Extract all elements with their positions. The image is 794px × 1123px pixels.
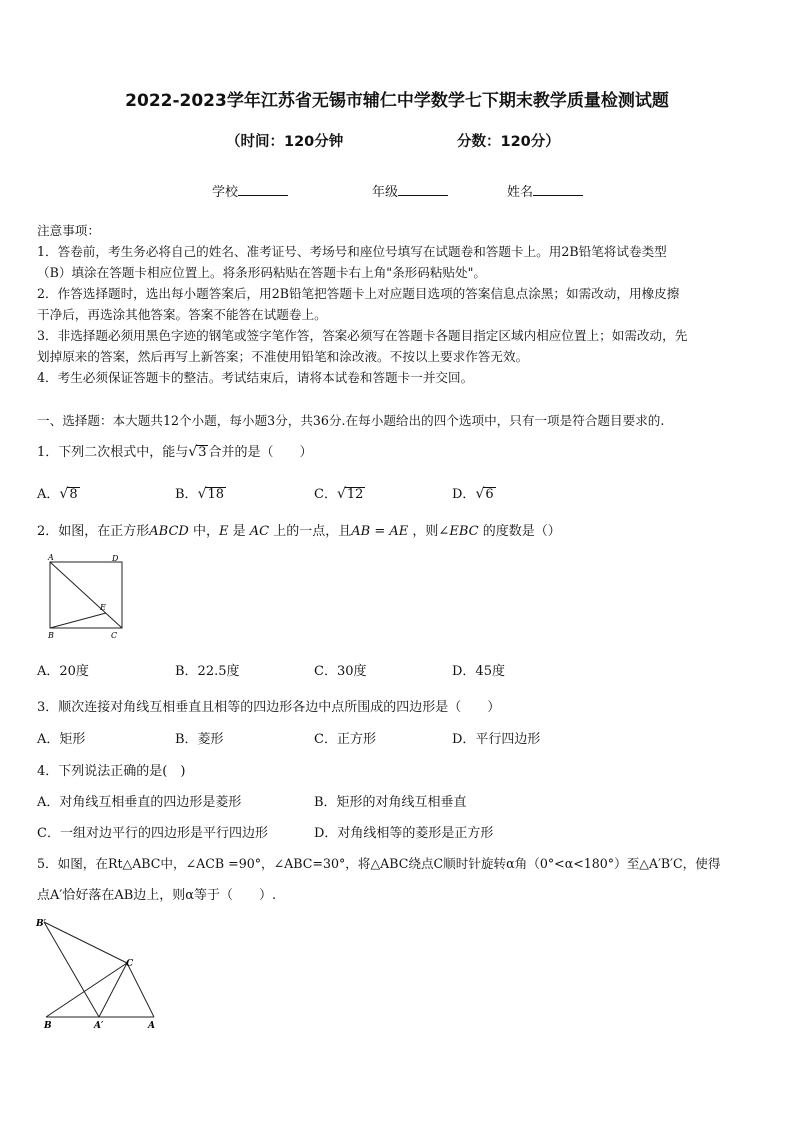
segment-c-a (127, 963, 154, 1017)
name-blank (533, 183, 583, 196)
page-title: 2022-2023学年江苏省无锡市辅仁中学数学七下期末教学质量检测试题 (125, 91, 669, 111)
q3-option-d[interactable]: D．平行四边形 (452, 732, 541, 747)
option-radicand: 18 (207, 487, 225, 502)
label-a: A (148, 1021, 155, 1031)
q2-text: ，则∠ (412, 524, 450, 539)
triangle-figure (30, 910, 170, 1035)
q1-text-a: 1．下列二次根式中，能与 (37, 445, 189, 460)
label-bprime: B′ (36, 919, 46, 929)
q2-math: ABCD (149, 524, 189, 539)
option-radicand: 8 (69, 487, 78, 502)
q2-math: AB = AE (351, 524, 409, 539)
q1-radicand: 3 (198, 445, 207, 460)
q1-option-d[interactable] (452, 483, 496, 502)
notice-line: 2．作答选择题时，选出每小题答案后，用2B铅笔把答题卡上对应题目选项的答案信息点涂黑；如需改动，用橡皮擦 (37, 286, 680, 301)
q4-option-a[interactable]: A．对角线互相垂直的四边形是菱形 (37, 795, 242, 810)
question-5-line2: 点A′恰好落在AB边上，则α等于（ ）. (37, 888, 277, 903)
segment-bprime-c (44, 922, 127, 963)
notice-line: 1．答卷前，考生务必将自己的姓名、准考证号、考场号和座位号填写在试题卷和答题卡上。用2B铅笔将试卷类型 (37, 244, 667, 259)
school-label: 学校 (212, 185, 239, 200)
q2-text: 是 (232, 524, 246, 539)
radical-sign: √ (197, 486, 207, 502)
school-field (212, 181, 288, 200)
segment-be (50, 613, 106, 628)
q1-text-b: 合并的是（ ） (208, 445, 313, 460)
q2-option-a[interactable]: A．20度 (37, 664, 89, 679)
question-1-stem (37, 441, 313, 460)
question-5-line1: 5．如图，在Rt△ABC中，∠ACB =90°，∠ABC=30°，将△ABC绕点C顺时针旋转α角（0°<α<180°）至△A′B′C，使得 (37, 856, 721, 871)
grade-label: 年级 (372, 185, 399, 200)
q2-text: 上的一点，且 (273, 524, 352, 539)
label-e: E (100, 603, 106, 612)
q4-option-c[interactable]: C．一组对边平行的四边形是平行四边形 (37, 826, 268, 841)
segment-b-c (46, 963, 127, 1017)
segment-bprime-aprime (44, 922, 99, 1017)
q2-math: E (219, 524, 229, 539)
label-a: A (48, 553, 54, 562)
notice-line: 干净后，再选涂其他答案。答案不能答在试题卷上。 (37, 307, 327, 322)
grade-blank (398, 183, 448, 196)
q3-option-b[interactable]: B．菱形 (175, 732, 224, 747)
q2-math: AC (249, 524, 270, 539)
radical-sign: √ (188, 444, 198, 460)
option-letter: B． (175, 487, 198, 502)
time-label: （时间：120分钟 (226, 134, 344, 150)
label-aprime: A′ (94, 1021, 104, 1031)
q2-option-c[interactable]: C．30度 (314, 664, 367, 679)
option-letter: D． (452, 487, 476, 502)
q1-option-c[interactable] (314, 483, 365, 502)
notice-block (37, 220, 757, 388)
q2-text: 中， (192, 524, 219, 539)
label-c: C (126, 959, 134, 969)
notice-line: 3．非选择题必须用黑色字迹的钢笔或签字笔作答，答案必须写在答题卡各题目指定区域内相应位置上；如需改动，先 (37, 328, 688, 343)
option-letter: A． (37, 487, 60, 502)
school-blank (238, 183, 288, 196)
label-d: D (112, 554, 119, 563)
score-label: 分数：120分） (457, 134, 560, 150)
option-letter: C． (314, 487, 337, 502)
q4-option-d[interactable]: D．对角线相等的菱形是正方形 (314, 826, 494, 841)
notice-heading: 注意事项： (37, 223, 100, 238)
q2-option-b[interactable]: B．22.5度 (175, 664, 240, 679)
q1-option-b[interactable] (175, 483, 226, 502)
question-2-stem (37, 520, 561, 539)
q3-option-a[interactable]: A．矩形 (37, 732, 86, 747)
square-figure (40, 552, 135, 642)
q2-option-d[interactable]: D．45度 (452, 664, 505, 679)
option-radicand: 12 (346, 487, 364, 502)
q3-option-c[interactable]: C．正方形 (314, 732, 376, 747)
q2-math: EBC (449, 524, 479, 539)
q2-text: 2．如图，在正方形 (37, 524, 150, 539)
question-4-stem: 4．下列说法正确的是( ) (37, 764, 186, 779)
notice-line: 4．考生必须保证答题卡的整洁。考试结束后，请将本试卷和答题卡一并交回。 (37, 370, 474, 385)
section-heading: 一、选择题：本大题共12个小题，每小题3分，共36分.在每小题给出的四个选项中，只有一项是符合题目要求的. (37, 413, 665, 428)
q1-option-a[interactable] (37, 483, 80, 502)
question-3-stem: 3．顺次连接对角线互相垂直且相等的四边形各边中点所围成的四边形是（ ） (37, 700, 501, 715)
q4-option-b[interactable]: B．矩形的对角线互相垂直 (314, 795, 467, 810)
notice-line: （B）填涂在答题卡相应位置上。将条形码粘贴在答题卡右上角"条形码粘贴处"。 (37, 265, 487, 280)
name-field (507, 181, 583, 200)
grade-field (372, 181, 448, 200)
q2-text: 的度数是（） (482, 524, 561, 539)
radical-sign: √ (59, 486, 69, 502)
segment-c-aprime (99, 963, 127, 1017)
name-label: 姓名 (507, 185, 534, 200)
radical-sign: √ (336, 486, 346, 502)
radical-sign: √ (475, 486, 485, 502)
label-b: B (48, 631, 54, 640)
option-radicand: 6 (485, 487, 494, 502)
notice-line: 划掉原来的答案，然后再写上新答案；不准使用铅笔和涂改液。不按以上要求作答无效。 (37, 349, 529, 364)
label-b: B (44, 1021, 52, 1031)
label-c: C (111, 631, 118, 640)
